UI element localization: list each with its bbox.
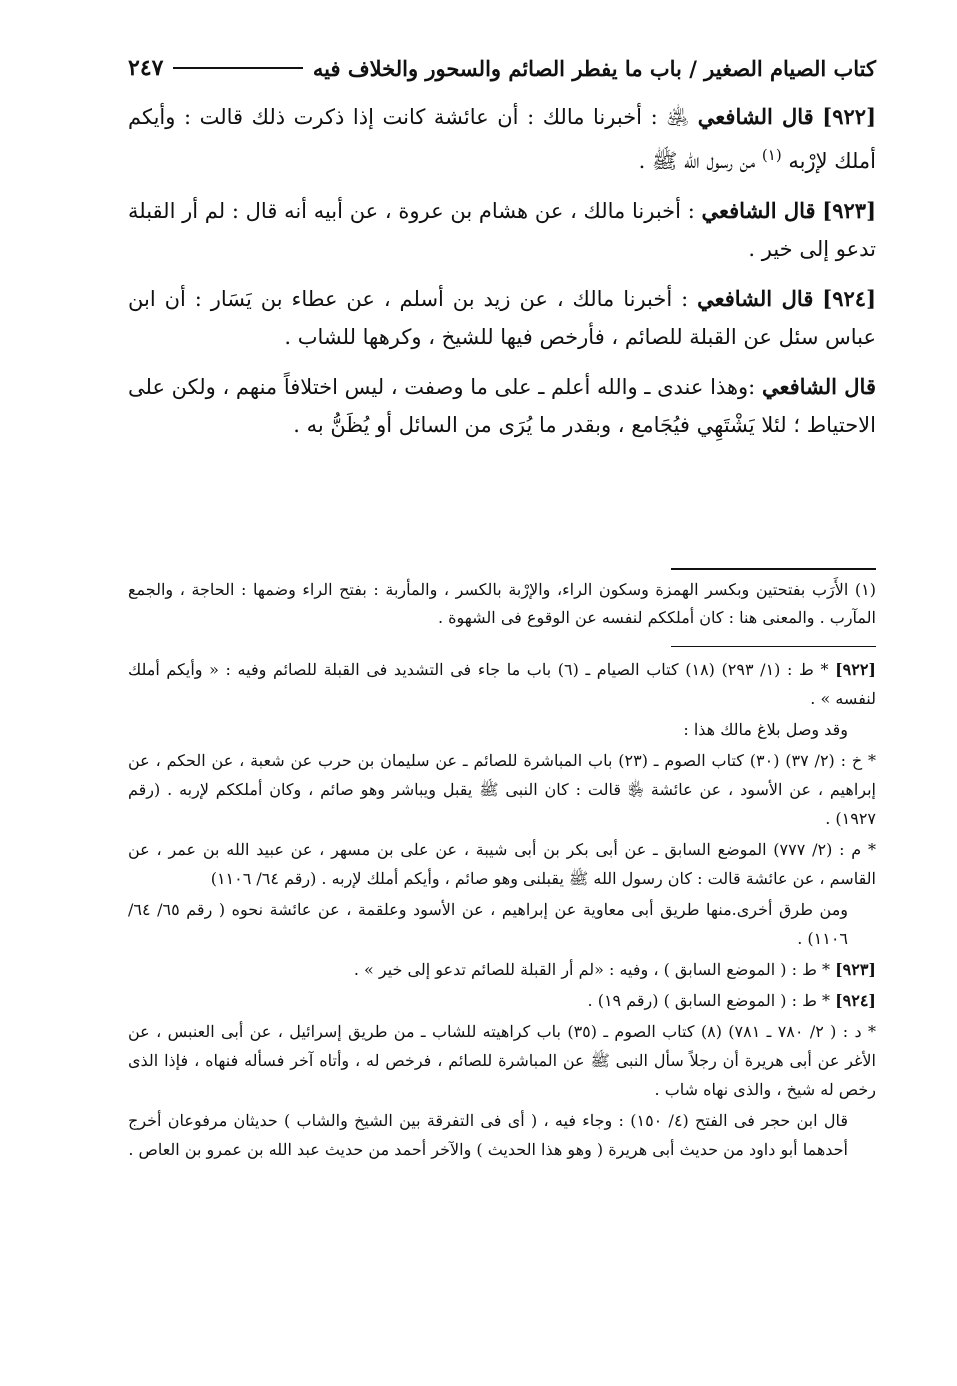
footnote-1: (١) الأَرَب بفتحتين وبكسر الهمزة وسكون الراء، والإرْبة بالكسر ، والمأربة : بفتح الراء وضمها : الحاجة ، والجمع المآرب . والمعنى هنا : كان أملككم لنفسه عن الوقوع فى الشهوة . [128, 580, 876, 627]
note-922-line: وقد وصل بلاغ مالك هذا : [683, 720, 848, 739]
paragraph-commentary [128, 368, 876, 444]
note-text: * ط : ( الموضع السابق ) ، وفيه : «لم أر القبلة للصائم تدعو إلى خير » . [353, 960, 836, 979]
paragraph-text: من رسول الله ﷺ . [638, 149, 762, 173]
book-page [128, 48, 876, 1166]
notes-rule [671, 646, 876, 647]
paragraph-924 [128, 280, 876, 356]
note-number: [٩٢٤] [835, 991, 876, 1010]
footnote-reference: (١) [761, 146, 782, 164]
paragraph-923 [128, 192, 876, 268]
page-number: ٢٤٧ [128, 55, 164, 81]
speaker-label: قال الشافعي [697, 286, 814, 311]
note-924-line: قال ابن حجر فى الفتح (٤/ ١٥٠) : وجاء فيه ، ( أى فى التفرقة بين الشيخ والشاب ) حديثان مرفوعان أخرج أحدهما أبو داود من حديث أبى هريرة ( وهو هذا الحديث ) والآخر أحمد من حديث عبد الله بن عمرو بن العاص . [128, 1111, 849, 1159]
note-922-line: * م : (٢/ ٧٧٧) الموضع السابق ـ عن أبى بكر بن أبى شيبة ، عن على بن مسهر ، عن عبيد الله بن عمر ، عن القاسم ، عن عائشة قالت : كان رسول الله ﷺ يقبلنى وهو صائم ، وأيكم أملك لإربه . (رقم ٦٤/ ١١٠٦) [128, 840, 876, 888]
note-number: [٩٢٣] [835, 960, 876, 979]
note-924-line [128, 986, 876, 1015]
speaker-label: قال الشافعي [761, 374, 876, 399]
footnote-rule [671, 568, 876, 570]
note-923-line [128, 955, 876, 984]
paragraph-number: [٩٢٣] [822, 198, 876, 223]
running-header [128, 48, 876, 88]
note-number: [٩٢٢] [835, 660, 876, 679]
header-rule [173, 67, 302, 69]
source-notes [128, 655, 876, 1164]
paragraph-text: : أخبرنا مالك ، عن زيد بن أسلم ، عن عطاء بن يَسَار : أن ابن عباس سئل عن القبلة للصائم ، فأرخص فيها للشيخ ، وكرهها للشاب . [128, 287, 876, 349]
paragraph-text: :وهذا عندى ـ والله أعلم ـ على ما وصفت ، ليس اختلافاً منهم ، ولكن على الاحتياط ؛ لئلا يَشْتَهِي فيُجَامع ، وبقدر ما يُرَى من السائل أو يُظَنُّ به . [128, 375, 876, 437]
note-922-line: * خ : (٢/ ٣٧) (٣٠) كتاب الصوم ـ (٢٣) باب المباشرة للصائم ـ عن سليمان بن حرب عن شعبة ، عن الحكم ، عن إبراهيم ، عن الأسود ، عن عائشة ﵂ قالت : كان النبى ﷺ يقبل ويباشر وهو صائم ، وكان أملككم لإربه . (رقم ١٩٢٧) . [128, 751, 877, 828]
paragraph-text: : أخبرنا مالك ، عن هشام بن عروة ، عن أبيه أنه قال : لم أر القبلة تدعو إلى خير . [128, 199, 876, 261]
running-title: كتاب الصيام الصغير / باب ما يفطر الصائم والسحور والخلاف فيه [312, 55, 876, 81]
main-text [128, 98, 876, 444]
note-922-line: ومن طرق أخرى.منها طريق أبى معاوية عن إبراهيم ، عن الأسود وعلقمة ، عن عائشة نحوه ( رقم ٦٥/ ٦٤/ ١١٠٦) . [128, 900, 848, 948]
note-922-line [128, 655, 876, 713]
speaker-label: قال الشافعي [701, 198, 816, 223]
paragraph-922 [128, 98, 876, 180]
paragraph-number: [٩٢٢] [822, 104, 876, 129]
paragraph-number: [٩٢٤] [822, 286, 876, 311]
note-924-line: * د : ( ٢/ ٧٨٠ ـ ٧٨١) (٨) كتاب الصوم ـ (٣٥) باب كراهيته للشاب ـ من طريق إسرائيل ، عن أبى العنبس ، عن الأغر عن أبى هريرة أن رجلاً سأل النبى ﷺ عن المباشرة للصائم ، فرخص له ، وأتاه آخر فسأله فنهاه ، فإذا الذى رخص له شيخ ، والذى نهاه شاب . [128, 1022, 876, 1099]
note-text: * ط : (١/ ٢٩٣) (١٨) كتاب الصيام ـ (٦) باب ما جاء فى التشديد فى القبلة للصائم وفيه : « وأيكم أملك لنفسه » . [128, 660, 876, 708]
paragraph-text: ﵁ : أخبرنا مالك : أن عائشة كانت إذا ذكرت ذلك قالت : وأيكم أملك لإرْبه [128, 105, 876, 173]
note-text: * ط : ( الموضع السابق ) (رقم ١٩) . [587, 991, 836, 1010]
speaker-label: قال الشافعي [697, 104, 814, 129]
page-gap [128, 456, 876, 568]
